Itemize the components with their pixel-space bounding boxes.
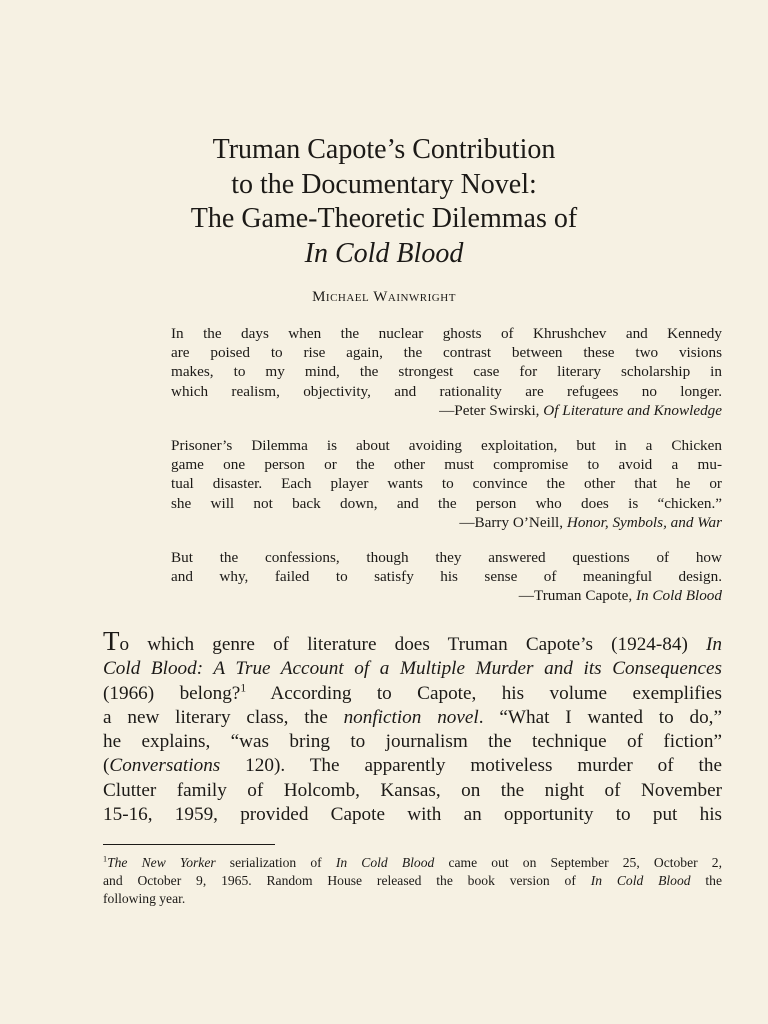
epigraph-swirski bbox=[171, 324, 722, 420]
body-paragraph bbox=[103, 626, 722, 827]
footnote-text-run: came out on September 25, October 2, bbox=[434, 855, 722, 870]
footnote-italic-run: In Cold Blood bbox=[335, 855, 435, 870]
body-line bbox=[103, 682, 722, 706]
body-text-run: ( bbox=[103, 755, 110, 777]
footnote-text-run: and October 9, 1965. Random House released the book version of bbox=[103, 873, 591, 888]
footnote bbox=[103, 854, 722, 908]
body-line: Clutter family of Holcomb, Kansas, on the night of November bbox=[103, 779, 722, 801]
title-line-4: In Cold Blood bbox=[304, 237, 464, 269]
body-italic-run: Cold Blood: A True Account of a Multiple Murder and its Consequences bbox=[103, 658, 722, 680]
title-line-2: to the Documentary Novel: bbox=[231, 168, 537, 200]
epigraph-source bbox=[171, 401, 722, 420]
epigraph-source bbox=[171, 513, 722, 532]
epigraph-source-author: —Barry O’Neill, bbox=[459, 513, 567, 531]
body-line: he explains, “was bring to journalism the technique of fiction” bbox=[103, 731, 722, 753]
epigraph-line: are poised to rise again, the contrast between these two visions bbox=[171, 344, 722, 362]
epigraph-source-work: In Cold Blood bbox=[635, 587, 722, 605]
body-text-run: o which genre of literature does Truman Capote’s (1924-84) bbox=[119, 634, 707, 655]
footnote-ref: 1 bbox=[240, 682, 247, 695]
body-text-run: (1966) belong? bbox=[103, 682, 241, 704]
epigraph-line: tual disaster. Each player wants to convince the other that he or bbox=[171, 475, 722, 493]
body-line bbox=[103, 754, 722, 778]
epigraph-line: which realism, objectivity, and rationality are refugees no longer. bbox=[171, 382, 722, 400]
body-text-run: . “What I wanted to do,” bbox=[478, 706, 722, 728]
epigraph-source bbox=[171, 586, 722, 605]
epigraph-source-author: —Peter Swirski, bbox=[439, 401, 544, 419]
body-italic-run: In bbox=[706, 634, 722, 655]
footnote-divider bbox=[103, 844, 275, 845]
epigraph-source-author: —Truman Capote, bbox=[518, 587, 636, 605]
footnote-line: following year. bbox=[103, 891, 186, 906]
body-italic-run: Conversations bbox=[109, 755, 221, 777]
footnote-mark: 1 bbox=[103, 854, 108, 864]
epigraph-oneill bbox=[171, 436, 722, 532]
epigraph-line: Prisoner’s Dilemma is about avoiding exploitation, but in a Chicken bbox=[171, 437, 722, 454]
body-line: 15-16, 1959, provided Capote with an opportunity to put his bbox=[103, 804, 722, 826]
epigraph-source-work: Of Literature and Knowledge bbox=[543, 401, 722, 419]
body-text-run: a new literary class, the bbox=[103, 706, 344, 728]
epigraph-line: But the confessions, though they answered questions of how bbox=[171, 549, 722, 566]
title-line-1: Truman Capote’s Contribution bbox=[212, 134, 556, 165]
body-text-run: According to Capote, his volume exemplifies bbox=[246, 682, 722, 704]
epigraph-source-work: Honor, Symbols, and War bbox=[566, 513, 722, 531]
body-italic-run: nonfiction novel bbox=[343, 706, 479, 728]
footnote-line bbox=[103, 854, 722, 872]
body-line bbox=[103, 657, 722, 681]
epigraph-line: makes, to my mind, the strongest case for literary scholarship in bbox=[171, 363, 722, 381]
article-title bbox=[100, 133, 668, 271]
body-line bbox=[103, 626, 722, 657]
epigraph-line: and why, failed to satisfy his sense of meaningful design. bbox=[171, 568, 722, 586]
epigraph-line: In the days when the nuclear ghosts of Khrushchev and Kennedy bbox=[171, 325, 722, 342]
footnote-italic-run: In Cold Blood bbox=[590, 873, 691, 888]
epigraph-line: game one person or the other must compromise to avoid a mu- bbox=[171, 456, 722, 474]
body-text-run: 120). The apparently motiveless murder of the bbox=[220, 755, 722, 777]
drop-cap: T bbox=[103, 626, 120, 656]
epigraph-line: she will not back down, and the person who does is “chicken.” bbox=[171, 494, 722, 512]
footnote-text-run: the bbox=[690, 873, 722, 888]
footnote-line bbox=[103, 872, 722, 890]
epigraph-capote bbox=[171, 548, 722, 606]
footnote-text-run: serialization of bbox=[215, 855, 336, 870]
body-line bbox=[103, 706, 722, 730]
author-name: Michael Wainwright bbox=[312, 289, 456, 305]
footnote-italic-run: The New Yorker bbox=[107, 855, 216, 870]
title-line-3: The Game-Theoretic Dilemmas of bbox=[190, 203, 578, 234]
